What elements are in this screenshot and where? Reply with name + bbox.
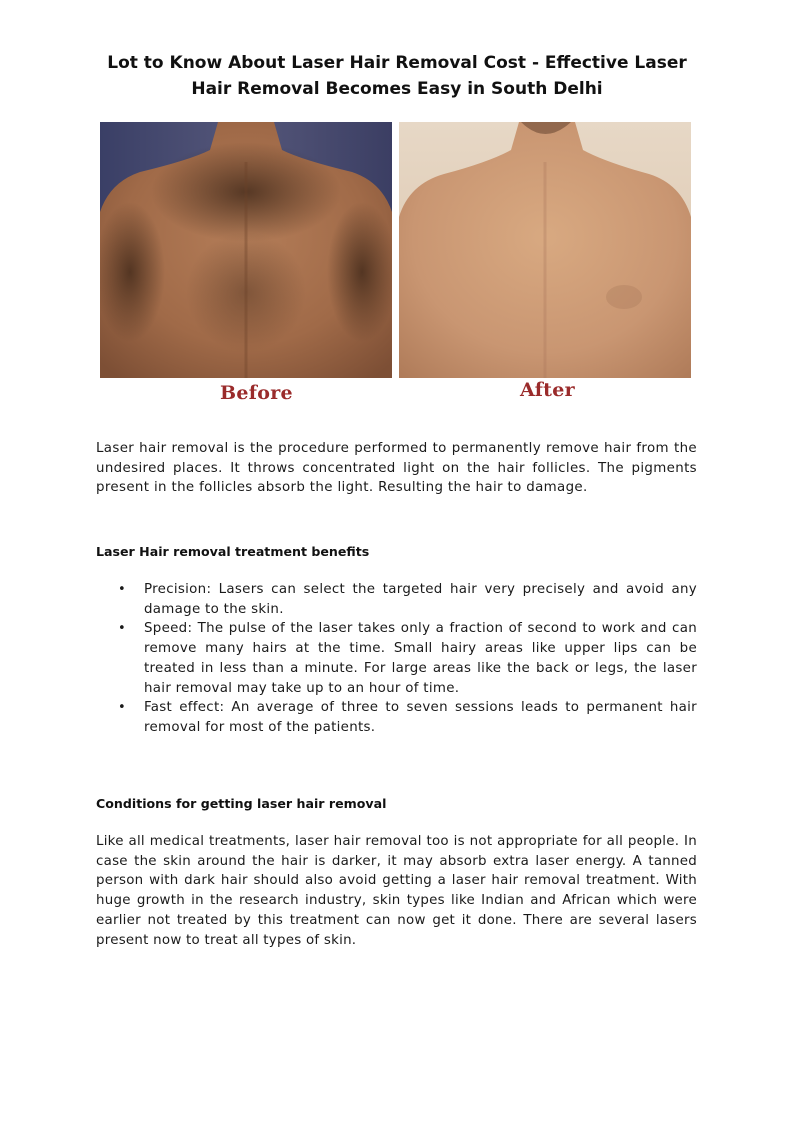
list-item-text: Speed: The pulse of the laser takes only a fraction of second to work and can remove many hairs at the time. Small hairy areas like upper lips can be treated in less than a minute. For large areas like the back or legs, the laser hair removal may take up to an hour of time. bbox=[144, 621, 697, 696]
list-item bbox=[96, 698, 697, 737]
list-item bbox=[96, 619, 697, 698]
conditions-heading: Conditions for getting laser hair removal bbox=[96, 796, 387, 811]
intro-paragraph: Laser hair removal is the procedure performed to permanently remove hair from the undesired places. It throws concentrated light on the hair follicles. The pigments present in the follicles absorb the light. Resulting the hair to damage. bbox=[96, 441, 697, 496]
list-item-text: Fast effect: An average of three to seven sessions leads to permanent hair removal for most of the patients. bbox=[144, 700, 697, 735]
before-after-figure bbox=[100, 122, 692, 412]
list-item bbox=[96, 580, 697, 619]
bullet-icon: • bbox=[118, 582, 126, 597]
conditions-paragraph: Like all medical treatments, laser hair removal too is not appropriate for all people. In case the skin around the hair is darker, it may absorb extra laser energy. A tanned person with dark hair should also avoid getting a laser hair removal treatment. With huge growth in the research industry, skin types like Indian and African which were earlier not treated by this treatment can now get it done. There are several lasers present now to treat all types of skin. bbox=[96, 834, 697, 948]
before-photo bbox=[100, 122, 392, 378]
document-title: Lot to Know About Laser Hair Removal Cost - Effective Laser Hair Removal Becomes Easy in South Delhi bbox=[107, 53, 687, 99]
benefits-heading: Laser Hair removal treatment benefits bbox=[96, 544, 370, 559]
list-item-text: Precision: Lasers can select the targeted hair very precisely and avoid any damage to the skin. bbox=[144, 582, 697, 617]
after-photo bbox=[399, 122, 691, 378]
bullet-icon: • bbox=[118, 700, 126, 716]
after-caption: After bbox=[520, 379, 575, 401]
benefits-list bbox=[96, 580, 697, 738]
bullet-icon: • bbox=[118, 621, 126, 637]
before-caption: Before bbox=[220, 382, 293, 404]
